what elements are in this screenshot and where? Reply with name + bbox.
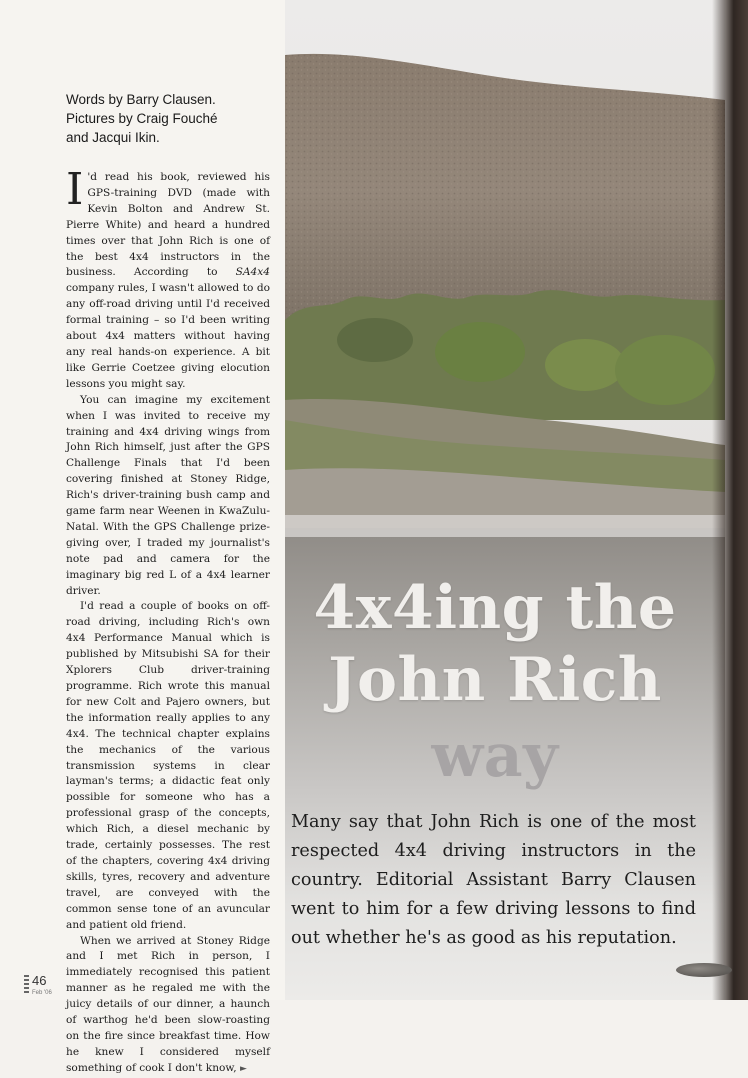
standfirst-intro: Many say that John Rich is one of the most respected 4x4 driving instructors in the country. Editorial Assistant Barry Clausen went to him for a few driving lessons to find out whether he's as good as his reputation. [291, 812, 696, 948]
left-column [0, 0, 285, 1074]
drop-cap: I [66, 164, 84, 215]
article-paragraph-3: I'd read a couple of books on off-road driving, including Rich's own 4x4 Performance Manual which is published by Mitsubishi SA for their Xplorers Club driver-training programme. Rich wrote this manual for new Colt and Pajero owners, but the information really applies to any 4x4. The technical chapter explains the mechanics of the various transmission systems in clear layman's terms; a didactic feat only possible for someone who has a professional grasp of the concepts, which Rich, a diesel mechanic by trade, certainly possesses. The rest of the chapters, covering 4x4 driving skills, tyres, recovery and adventure travel, are conveyed with the common sense tone of an avuncular and patient old friend. [66, 600, 270, 931]
page-number: 46 [32, 973, 47, 988]
headline-line-3: way [431, 721, 559, 791]
headline-line-2: John Rich [328, 645, 662, 715]
headline-line-1: 4x4ing the [313, 573, 677, 643]
magazine-name: SA4x4 [235, 266, 270, 279]
credits-pictures: Pictures by Craig Fouché [66, 111, 218, 126]
credits-pictures-cont: and Jacqui Ikin. [66, 130, 160, 145]
stone-graphic [676, 963, 732, 977]
page-marker-bars [24, 975, 29, 995]
page-gutter-shadow [712, 0, 748, 1000]
continue-arrow-icon: ► [239, 1063, 247, 1074]
article-paragraph-2: You can imagine my excitement when I was invited to receive my training and 4x4 driving wings from John Rich himself, just after the GPS Challenge Finals that I'd been covering finished at Stoney Ridge, Rich's driver-training bush camp and game farm near Weenen in KwaZulu-Natal. With the GPS Challenge prize-giving over, I traded my journalist's note pad and camera for the imaginary big red L of a 4x4 learner driver. [66, 393, 270, 597]
article-paragraph-4: When we arrived at Stoney Ridge and I met Rich in person, I immediately recognised this patient manner as he regaled me with the juicy details of our dinner, a haunch of warthog he'd been slow-roasting on the fire since breakfast time. How he knew I considered myself something of cook I don't know, ► [66, 934, 270, 1074]
article-body [66, 164, 270, 1078]
credits [66, 90, 276, 147]
issue-date: Feb '06 [32, 990, 52, 996]
credits-words: Words by Barry Clausen. [66, 92, 216, 107]
article-paragraph-1: I 'd read his book, reviewed his GPS-training DVD (made with Kevin Bolton and Andrew St. Pierre White) and heard a hundred times over that John Rich is one of the best 4x4 instructors in the business. According to SA4x4 company rules, I wasn't allowed to do any off-road driving until I'd received formal training – so I'd been writing about 4x4 matters without having any real hands-on experience. A bit like Gerrie Coetzee giving elocution lessons you might say. [66, 164, 270, 390]
